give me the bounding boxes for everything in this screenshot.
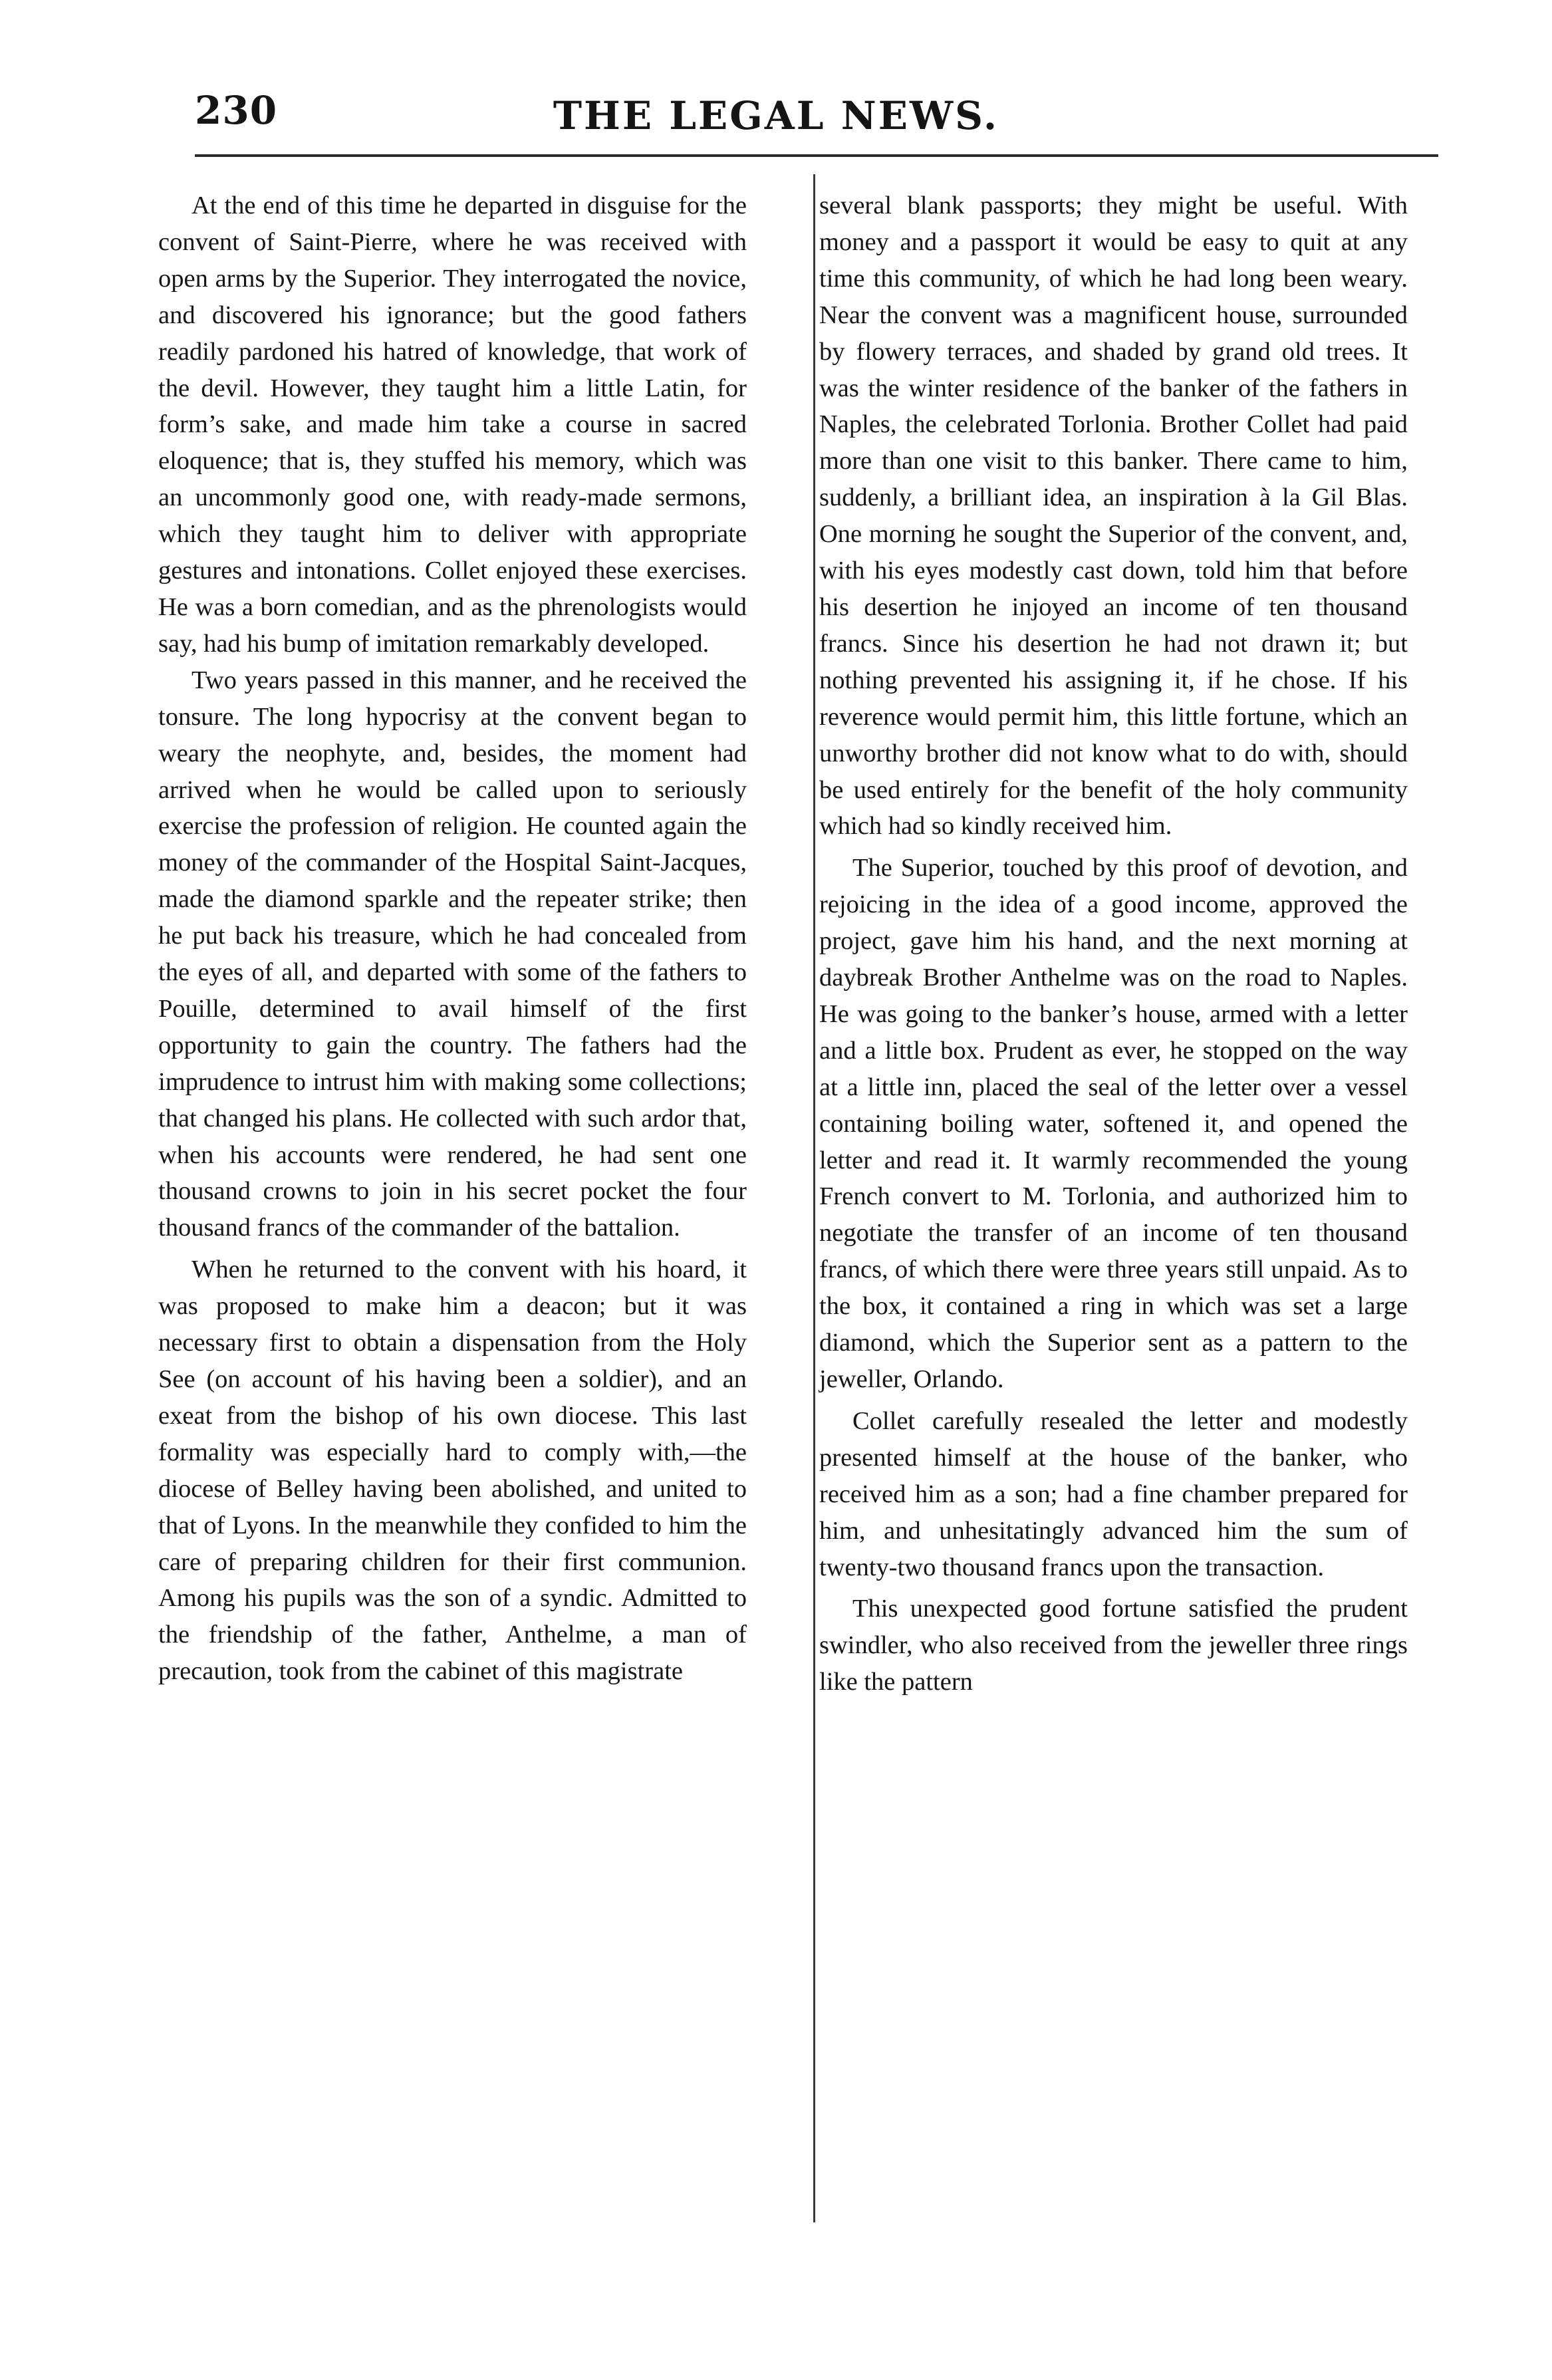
header-rule	[195, 154, 1438, 157]
paragraph: Two years passed in this manner, and he received the tonsure. The long hypocrisy at the convent began to weary the neophyte, and, besides, the moment had arrived when he would be called upon to seriously exercise the profession of religion. He counted again the money of the commander of the Hospital Saint-Jacques, made the diamond sparkle and the repeater strike; then he put back his treasure, which he had concealed from the eyes of all, and departed with some of the fathers to Pouille, determined to avail himself of the first opportunity to gain the country. The fathers had the imprudence to intrust him with making some collections; that changed his plans. He collected with such ardor that, when his accounts were rendered, he had sent one thousand crowns to join in his secret pocket the four thousand francs of the commander of the battalion.	[158, 666, 747, 1242]
page-header	[0, 0, 1552, 153]
paragraph: This unexpected good fortune satisfied the prudent swindler, who also received from the jeweller three rings like the pattern	[819, 1595, 1408, 1696]
running-title: THE LEGAL NEWS.	[553, 93, 999, 138]
paragraph: The Superior, touched by this proof of devotion, and rejoicing in the idea of a good income, approved the project, gave him his hand, and the next morning at daybreak Brother Anthelme was on the road to Naples. He was going to the banker’s house, armed with a letter and a little box. Prudent as ever, he stopped on the way at a little inn, placed the seal of the letter over a vessel containing boiling water, softened it, and opened the letter and read it. It warmly recommended the young French convert to M. Torlonia, and authorized him to negotiate the transfer of an income of ten thousand francs, of which there were three years still unpaid. As to the box, it contained a ring in which was set a large diamond, which the Superior sent as a pattern to the jeweller, Orlando.	[819, 854, 1408, 1393]
paragraph: Collet carefully resealed the letter and modestly presented himself at the house of the banker, who received him as a son; had a fine chamber prepared for him, and unhesitatingly advanced him the sum of twenty-two thousand francs upon the transaction.	[819, 1406, 1408, 1581]
column-divider	[813, 174, 815, 2222]
right-column	[819, 188, 1408, 1700]
paragraph: When he returned to the convent with his hoard, it was proposed to make him a deacon; but it was necessary first to obtain a dispensation from the Holy See (on account of his having been a soldier), and an exeat from the bishop of his own diocese. This last formality was especially hard to comply with,—the diocese of Belley having been abolished, and united to that of Lyons. In the meanwhile they confided to him the care of preparing children for their first communion. Among his pupils was the son of a syndic. Admitted to the friendship of the father, Anthelme, a man of precaution, took from the cabinet of this magistrate	[158, 1256, 747, 1686]
paragraph: several blank passports; they might be useful. With money and a passport it would be easy to quit at any time this community, of which he had long been weary. Near the convent was a magnificent house, surrounded by flowery terraces, and shaded by grand old trees. It was the winter residence of the banker of the fathers in Naples, the celebrated Torlonia. Brother Collet had paid more than one visit to this banker. There came to him, suddenly, a brilliant idea, an inspiration à la Gil Blas. One morning he sought the Superior of the convent, and, with his eyes modestly cast down, told him that before his desertion he injoyed an income of ten thousand francs. Since his desertion he had not drawn it; but nothing prevented his assigning it, if he chose. If his reverence would permit him, this little fortune, which an unworthy brother did not know what to do with, should be used entirely for the benefit of the holy community which had so kindly received him.	[819, 192, 1408, 841]
left-column	[158, 188, 747, 1690]
page-number: 230	[195, 88, 278, 133]
paragraph: At the end of this time he departed in disguise for the convent of Saint-Pierre, where he was received with open arms by the Superior. They interrogated the novice, and discovered his ignorance; but the good fathers readily pardoned his hatred of knowledge, that work of the devil. However, they taught him a little Latin, for form’s sake, and made him take a course in sacred eloquence; that is, they stuffed his memory, which was an uncommonly good one, with ready-made sermons, which they taught him to deliver with appropriate gestures and intonations. Collet enjoyed these exercises. He was a born comedian, and as the phrenologists would say, had his bump of imitation remarkably developed.	[158, 192, 747, 658]
